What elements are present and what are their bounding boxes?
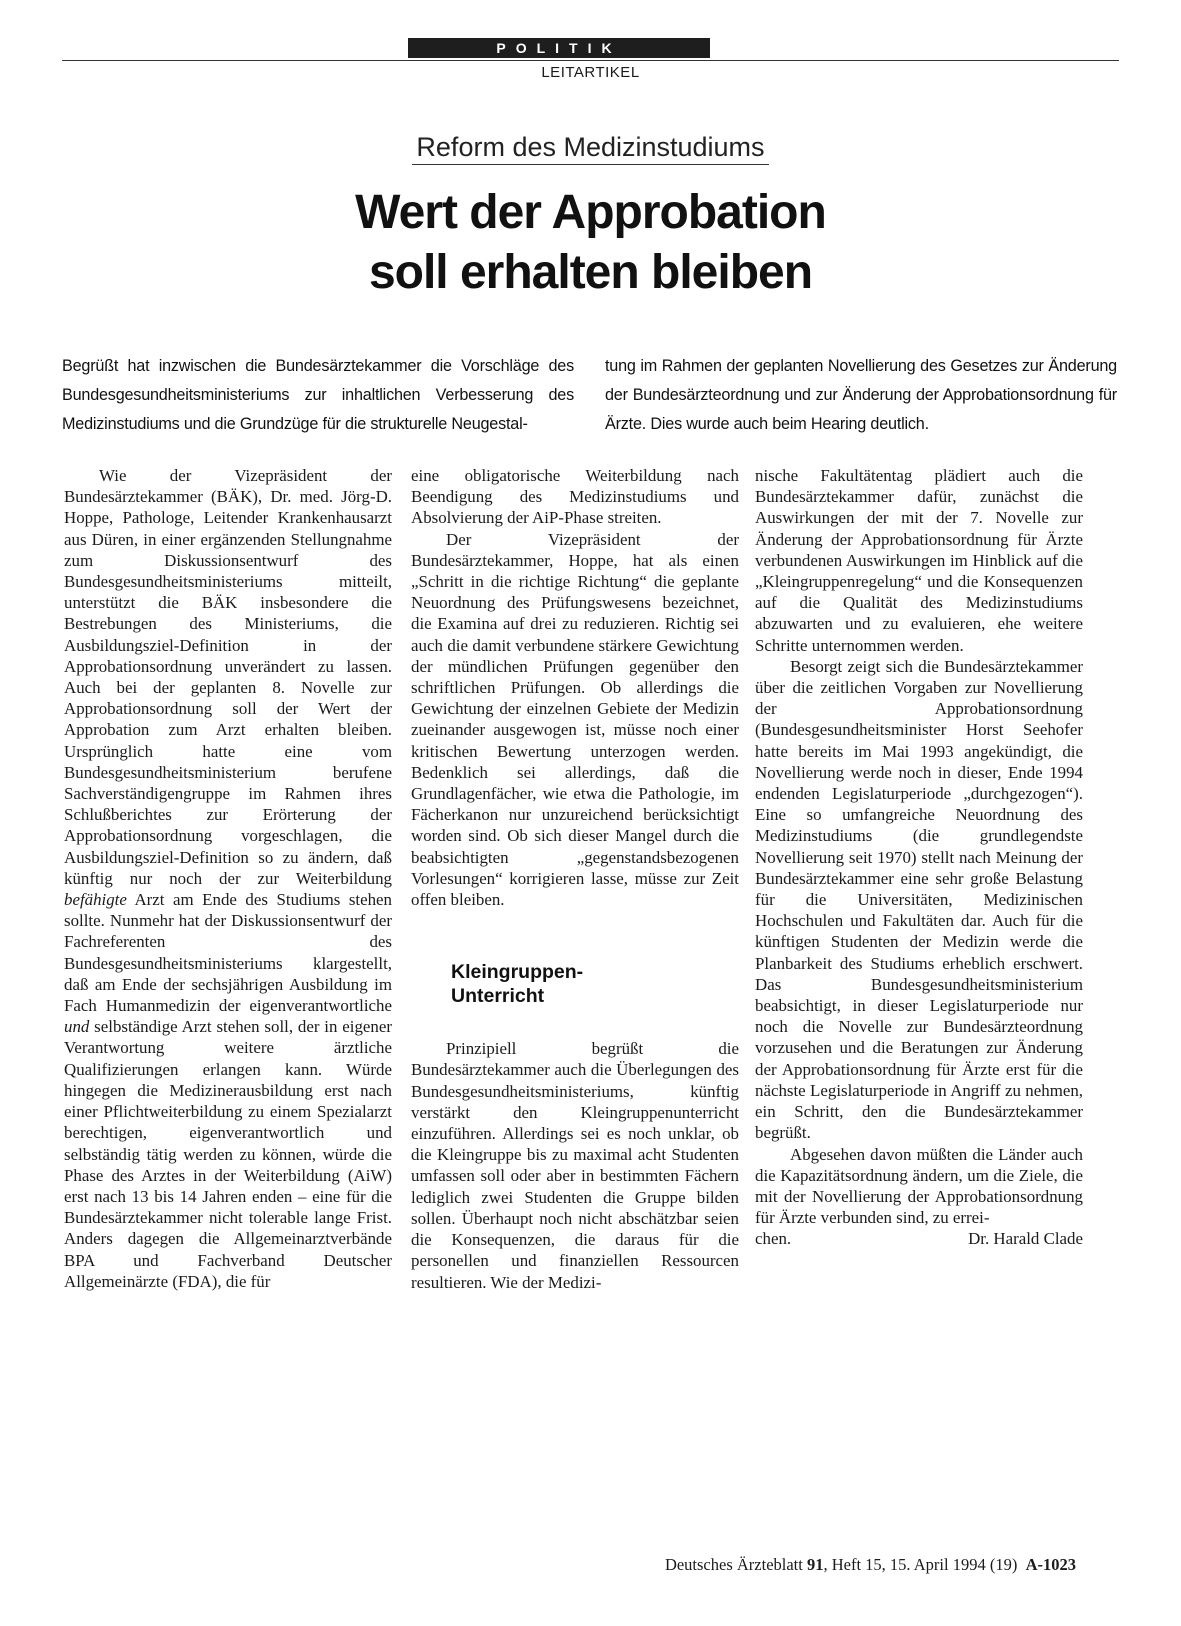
text-run: selbständige Arzt stehen soll, der in eigener Verantwortung weitere ärztliche Qualifizierungen erlangen kann. Würde hingegen die Medizinerausbildung erst nach einer Pflichtweiterbildung zu einem Spezialarzt berechtigen, eigenverantwortlich und selbständig tätig werden zu können, würde die Phase des Arztes in der Weiterbildung (AiW) erst nach 13 bis 14 Jahren enden – eine für die Bundesärztekammer nicht tolerable lange Frist. Anders dagegen die Allgemeinarztverbände BPA und Fachverband Deutscher Allgemeinärzte (FDA), die für bbox=[64, 1017, 392, 1291]
page-footer bbox=[0, 1555, 1076, 1575]
closing-text: chen. bbox=[755, 1229, 792, 1249]
signature-line bbox=[755, 1228, 1083, 1249]
text-run: Wie der Vizepräsident der Bundesärztekammer (BÄK), Dr. med. Jörg-D. Hoppe, Pathologe, Leitender Krankenhausarzt aus Düren, in einer ergänzenden Stellungnahme zum Diskussionsentwurf des Bundesgesundheitsministeriums mitteilt, unterstützt die BÄK insbesondere die Bestrebungen des Ministeriums, die Ausbildungsziel-Definition in der Approbationsordnung unverändert zu lassen. Auch bei der geplanten 8. Novelle zur Approbationsordnung soll der Wert der Approbation zum Arzt erhalten bleiben. Ursprünglich hatte eine vom Bundesgesundheitsministerium berufene Sachverständigengruppe im Rahmen ihres Schlußberichtes zur Erörterung der Approbationsordnung vorgeschlagen, die Ausbildungsziel-Definition so zu ändern, daß künftig nur noch der zur Weiterbildung bbox=[64, 466, 392, 888]
kicker-text: Reform des Medizinstudiums bbox=[412, 132, 768, 165]
paragraph: Der Vizepräsident der Bundesärztekammer, Hoppe, hat als einen „Schritt in die richtige Richtung“ die geplante Neuordnung des Prüfungswesens bezeichnet, die Examina auf drei zu reduzieren. Richtig sei auch die damit verbundene stärkere Gewichtung der mündlichen Prüfungen gegenüber den schriftlichen Prüfungen. Ob allerdings die Gewichtung der einzelnen Gebiete der Medizin zueinander ausgewogen ist, müsse noch einer kritischen Bewertung unterzogen werden. Bedenklich sei allerdings, daß die Grundlagenfächer, wie etwa die Pathologie, im Fächerkanon nur unzureichend berücksichtigt worden sind. Ob sich dieser Mangel durch die beabsichtigten „gegenstandsbezogenen Vorlesungen“ korrigieren lasse, müsse zur Zeit offen bleiben. bbox=[411, 529, 739, 910]
subheading-line-1: Kleingruppen- bbox=[451, 961, 584, 984]
headline-line-2: soll erhalten bleiben bbox=[368, 246, 813, 299]
paragraph: Abgesehen davon müßten die Länder auch die Kapazitätsordnung ändern, um die Ziele, die mit der Novellierung der Approbationsordnung für Ärzte verbunden sind, zu errei- bbox=[755, 1144, 1083, 1228]
journal-name: Deutsches Ärzteblatt bbox=[664, 1555, 807, 1574]
paragraph: Besorgt zeigt sich die Bundesärztekammer über die zeitlichen Vorgaben zur Novellierung der Approbationsordnung (Bundesgesundheitsminister Horst Seehofer hatte bereits im Mai 1993 angekündigt, die Novellierung werde noch in dieser, Ende 1994 endenden Legislaturperiode „durchgezogen“). Eine so umfangreiche Neuordnung des Medizinstudiums (die grundlegendste Novellierung seit 1970) stellt nach Meinung der Bundesärztekammer eine sehr große Belastung für die Universitäten, Medizinischen Hochschulen und Fakultäten dar. Auch für die künftigen Studenten der Medizin werde die Planbarkeit des Studiums erheblich erschwert. Das Bundesgesundheitsministerium beabsichtigt, in dieser Legislaturperiode nur noch die Novelle zur Bundesärzteordnung vorzusehen und die Beratungen zur Änderung der Approbationsordnung für Ärzte erst für die nächste Legislaturperiode in Angriff zu nehmen, ein Schritt, den die Bundesärztekammer begrüßt. bbox=[755, 656, 1083, 1143]
paragraph: nische Fakultätentag plädiert auch die Bundesärztekammer dafür, zunächst die Auswirkungen der mit der 7. Novelle zur Änderung der Approbationsordnung für Ärzte verbundenen Auswirkungen im Hinblick auf die „Kleingruppenregelung“ und die Konsequenzen auf die Qualität des Medizinstudiums abzuwarten und zu evaluieren, ehe weitere Schritte unternommen werden. bbox=[755, 466, 1083, 655]
issue-info: , Heft 15, 15. April 1994 (19) bbox=[823, 1555, 1018, 1574]
text-run: Arzt am Ende des Studiums stehen sollte. Nunmehr hat der Diskussionsentwurf der Fachreferenten des Bundesgesundheitsministeriums klargestellt, daß am Ende der sechsjährigen Ausbildung im Fach Humanmedizin der eigenverantwortliche bbox=[64, 890, 392, 1016]
paragraph: eine obligatorische Weiterbildung nach Beendigung des Medizinstudiums und Absolvierung der AiP-Phase streiten. bbox=[411, 466, 739, 528]
body-column-3 bbox=[755, 465, 1083, 1250]
section-label: POLITIK bbox=[408, 38, 710, 58]
body-column-1 bbox=[64, 465, 392, 1292]
paragraph bbox=[64, 465, 392, 1292]
header-rule bbox=[62, 60, 1119, 61]
lead-column-1: Begrüßt hat inzwischen die Bundesärztekammer die Vorschläge des Bundesgesundheitsministeriums zur inhaltlichen Verbesserung des Medizinstudiums und die Grundzüge für die strukturelle Neugestal- bbox=[62, 357, 574, 433]
headline bbox=[0, 183, 1181, 303]
author: Dr. Harald Clade bbox=[968, 1229, 1083, 1249]
volume: 91 bbox=[806, 1555, 824, 1574]
emphasis: und bbox=[64, 1017, 90, 1037]
page-number: A-1023 bbox=[1025, 1555, 1076, 1574]
subsection-label: LEITARTIKEL bbox=[541, 64, 640, 81]
subheading bbox=[451, 960, 739, 1008]
subheading-line-2: Unterricht bbox=[451, 985, 545, 1008]
lead-column-2: tung im Rahmen der geplanten Novellierung des Gesetzes zur Änderung der Bundesärzteordnung und zur Änderung der Approbationsordnung für Ärzte. Dies wurde auch beim Hearing deutlich. bbox=[605, 357, 1117, 433]
body-column-2 bbox=[411, 465, 739, 1293]
kicker bbox=[0, 132, 1181, 163]
paragraph: Prinzipiell begrüßt die Bundesärztekammer auch die Überlegungen des Bundesgesundheitsministeriums, künftig verstärkt den Kleingruppenunterricht einzuführen. Allerdings sei es noch unklar, ob die Kleingruppe bis zu maximal acht Studenten umfassen soll oder aber in bestimmten Fächern lediglich zwei Studenten die Gruppe bilden sollen. Überhaupt noch nicht abschätzbar seien die Konsequenzen, die daraus für die personellen und finanziellen Ressourcen resultieren. Wie der Medizi- bbox=[411, 1039, 739, 1292]
emphasis: befähigte bbox=[64, 890, 127, 910]
headline-line-1: Wert der Approbation bbox=[355, 186, 826, 239]
